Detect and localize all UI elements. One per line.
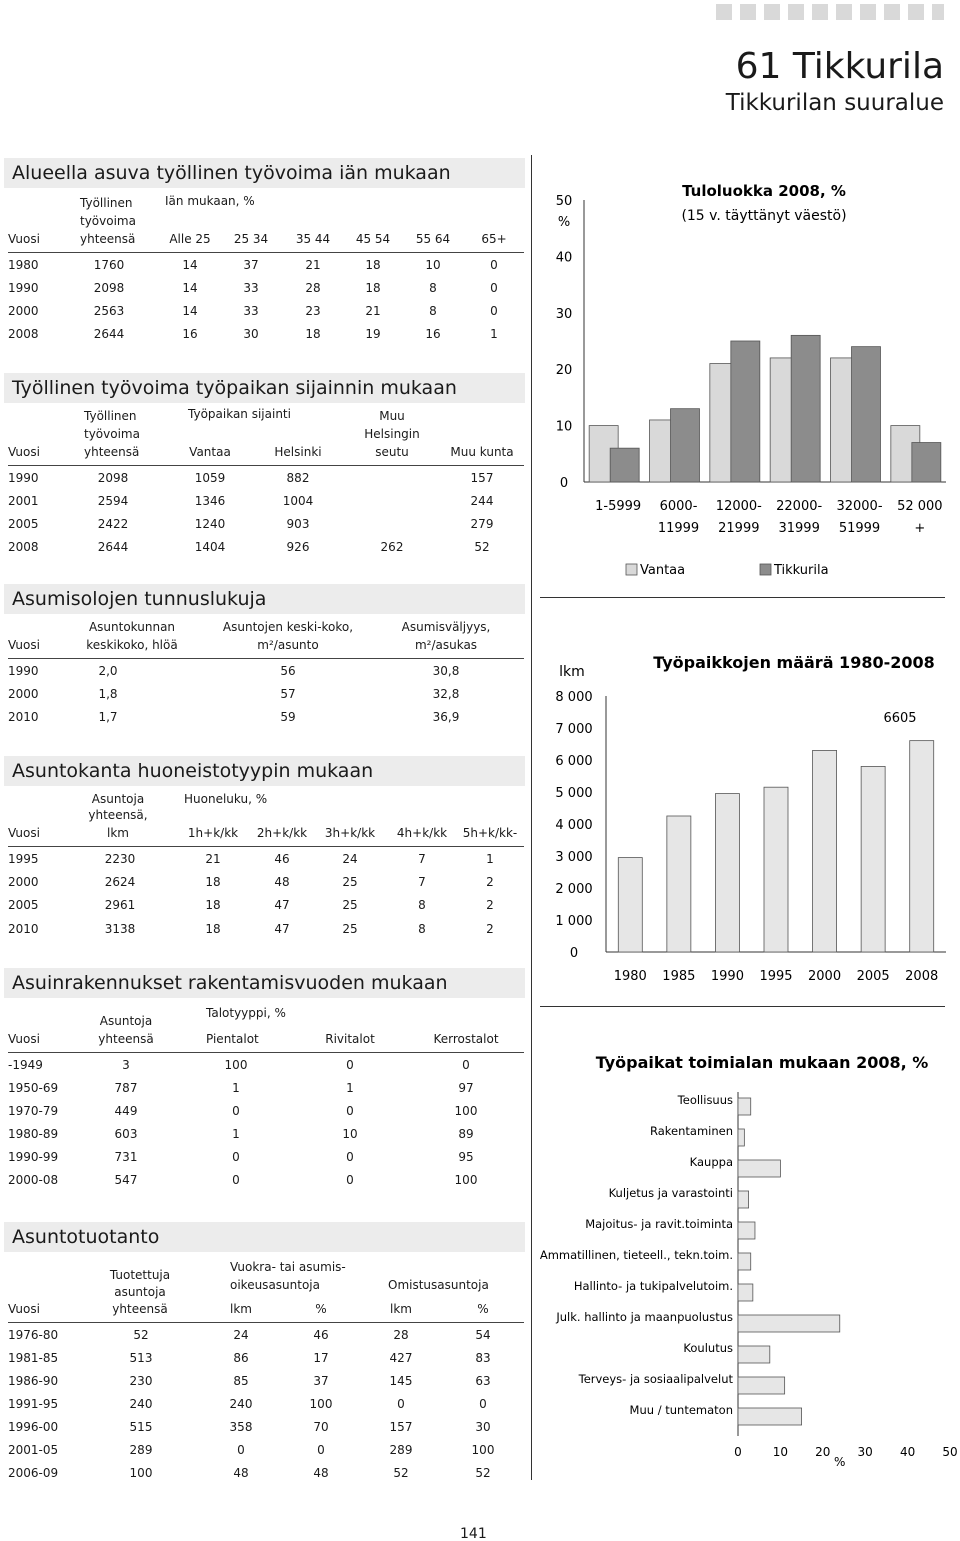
chart-income-class	[538, 170, 954, 590]
y-tick-label: Kuljetus ja varastointi	[608, 1186, 733, 1200]
y-tick-label: 0	[569, 946, 579, 961]
bar	[738, 1160, 780, 1177]
y-tick-label: 8 000	[555, 690, 593, 705]
y-tick-label: 40	[555, 250, 573, 266]
chart-jobs-by-industry	[538, 1040, 958, 1480]
section-header-workplace-location	[4, 373, 525, 403]
y-tick-label: 5 000	[555, 786, 593, 801]
bar-tikkurila	[912, 443, 941, 482]
col-header-rent: oikeusasuntoja	[230, 1278, 320, 1292]
bar	[738, 1377, 785, 1394]
legend-label: Vantaa	[640, 563, 686, 578]
x-tick-label: 51999	[838, 521, 881, 536]
col-header-lkm: lkm	[390, 1302, 412, 1316]
bar	[667, 816, 691, 952]
chart-subtitle: (15 v. täyttänyt väestö)	[681, 208, 847, 224]
col-header: Pientalot	[206, 1032, 259, 1046]
col-header-total-l3: yhteensä	[84, 445, 140, 459]
x-axis-label: %	[834, 1455, 846, 1469]
col-header-muu-l2: Helsingin	[364, 427, 420, 441]
section-title: Asuinrakennukset rakentamisvuoden mukaan	[12, 972, 448, 994]
divider	[540, 1006, 945, 1007]
y-axis-label: %	[557, 215, 571, 230]
col-header-vuosi: Vuosi	[8, 1302, 40, 1316]
bar-tikkurila	[671, 409, 700, 482]
col-header-total: yhteensä	[112, 1302, 168, 1316]
page-subtitle: Tikkurilan suuralue	[725, 90, 944, 116]
legend-swatch	[626, 564, 637, 575]
col-header-total: lkm	[107, 826, 129, 840]
col-header-c: m²/asukas	[414, 638, 478, 652]
section-header-housing-indicators	[4, 584, 525, 614]
col-header: Alle 25	[169, 232, 211, 246]
bar	[715, 794, 739, 952]
x-tick-label: 0	[734, 1445, 742, 1459]
bar	[738, 1253, 751, 1270]
bar	[738, 1191, 749, 1208]
bar	[738, 1346, 770, 1363]
table-row: 1990 2098 14 33 28 18 8 0	[8, 281, 498, 295]
bar-tikkurila	[791, 335, 820, 482]
col-header: 5h+k/kk-	[462, 826, 518, 840]
col-header-vuosi: Vuosi	[8, 638, 40, 652]
x-tick-label: 50	[942, 1445, 958, 1459]
chart-jobs-count	[538, 640, 954, 1000]
y-tick-label: 3 000	[555, 850, 593, 865]
col-header-total: asuntoja	[114, 1285, 166, 1299]
x-tick-label: 1985	[662, 969, 696, 984]
bar-tikkurila	[852, 347, 881, 482]
x-tick-label: 31999	[778, 521, 820, 536]
col-header: 25 34	[233, 232, 269, 246]
col-group-header: Huoneluku, %	[184, 792, 268, 806]
x-tick-label: 2008	[905, 969, 939, 984]
y-tick-label: Teollisuus	[677, 1093, 733, 1107]
x-tick-label: 12000-	[715, 499, 762, 514]
legend-swatch	[760, 564, 771, 575]
col-header-total-l2: työvoima	[84, 427, 140, 441]
col-header-vuosi: Vuosi	[8, 445, 40, 459]
table-row: 1980 1760 14 37 21 18 10 0	[8, 258, 498, 272]
y-tick-label: 6 000	[555, 754, 593, 769]
bar	[738, 1408, 802, 1425]
bar	[813, 750, 837, 952]
x-tick-label: 22000-	[776, 499, 823, 514]
col-header: 1h+k/kk	[187, 826, 239, 840]
x-tick-label: 21999	[718, 521, 760, 536]
col-header-muu-l1: Muu	[379, 409, 405, 423]
col-header-muu-kunta: Muu kunta	[450, 445, 514, 459]
col-header-helsinki: Helsinki	[274, 445, 322, 459]
col-header-vuosi: Vuosi	[8, 232, 40, 246]
y-tick-label: Ammatillinen, tieteell., tekn.toim.	[539, 1248, 733, 1262]
col-header-vuosi: Vuosi	[8, 826, 40, 840]
col-header: 35 44	[295, 232, 331, 246]
col-header-own: Omistusasuntoja	[388, 1278, 489, 1292]
section-title: Asumisolojen tunnuslukuja	[12, 588, 267, 610]
col-header-a: Asuntokunnan	[88, 620, 176, 634]
column-divider	[531, 155, 532, 1480]
x-tick-label: 32000-	[836, 499, 883, 514]
col-header-total: Tuotettuja	[109, 1268, 171, 1282]
bar	[738, 1098, 751, 1115]
y-axis-label: lkm	[559, 664, 585, 680]
table-housing-production: Vuosi Tuotettuja asuntoja yhteensä Vuokra- tai asumis- oikeusasuntoja Omistusasuntoja lkm % lkm % 1976-80 52 24 46 28 54 1981-85 513 86 17 427 83 1986-90 230 85 37 145 63 1991-95 240 240 100 0 0 1996-00 515 358 70 157 30 2001-05 289 0 0 289 100 2006-09 100 48 48 52 52	[8, 1254, 524, 1484]
bar-tikkurila	[610, 448, 639, 482]
col-header-rent: Vuokra- tai asumis-	[230, 1260, 346, 1274]
col-header-total-l1: Työllinen	[84, 409, 137, 423]
legend-label: Tikkurila	[774, 563, 829, 578]
col-group-header: Työpaikan sijainti	[188, 407, 291, 421]
data-label: 6605	[883, 711, 917, 726]
col-header: 65+	[481, 232, 507, 246]
col-header-total-l3: yhteensä	[80, 232, 136, 246]
table-housing-indicators: Vuosi Asuntokunnan keskikoko, hlöä Asuntojen keski-koko, m²/asunto Asumisväljyys, m²/asukas 1990 2,0 56 30,8 2000 1,8 57 32,8 2010 1,7 59 36,9	[8, 616, 524, 736]
y-tick-label: 2 000	[555, 882, 593, 897]
x-tick-label: 30	[857, 1445, 873, 1459]
x-tick-label: +	[914, 521, 926, 536]
y-tick-label: 1 000	[555, 914, 593, 929]
x-tick-label: 1995	[759, 969, 793, 984]
y-tick-label: 7 000	[555, 722, 593, 737]
chart-title: Työpaikat toimialan mukaan 2008, %	[595, 1053, 929, 1072]
y-tick-label: Rakentaminen	[649, 1124, 733, 1138]
col-header: 2h+k/kk	[256, 826, 308, 840]
col-header: 3h+k/kk	[324, 826, 376, 840]
chart-title: Tuloluokka 2008, %	[682, 182, 846, 200]
section-title: Asuntokanta huoneistotyypin mukaan	[12, 760, 374, 782]
bar	[910, 741, 934, 952]
x-tick-label: 10	[772, 1445, 789, 1459]
col-header-total: yhteensä,	[88, 808, 148, 822]
col-header-muu-l3: seutu	[375, 445, 409, 459]
table-row: 2008 2644 16 30 18 19 16 1	[8, 327, 498, 341]
col-header-vuosi: Vuosi	[8, 1032, 40, 1046]
divider	[540, 597, 945, 598]
y-tick-label: Hallinto- ja tukipalvelutoim.	[573, 1279, 733, 1293]
bar	[861, 766, 885, 952]
x-tick-label: 40	[899, 1445, 916, 1459]
table-workplace-location: Vuosi Työllinen työvoima yhteensä Työpaikan sijainti Vantaa Helsinki Muu Helsingin seutu Muu kunta 1990 2098 1059 882 157 2001 2594 1346 1004 244 2005 2422 1240 903 279 2008 2644 1404 926 262 52	[8, 405, 524, 555]
section-header-housing-production	[4, 1222, 525, 1252]
col-header-pct: %	[477, 1302, 489, 1316]
col-header-pct: %	[315, 1302, 327, 1316]
table-row: 2000 2563 14 33 23 21 8 0	[8, 304, 498, 318]
y-tick-label: 4 000	[555, 818, 593, 833]
x-tick-label: 1990	[710, 969, 744, 984]
x-tick-label: 1-5999	[595, 499, 642, 514]
bar	[738, 1129, 744, 1146]
section-header-buildings-year	[4, 968, 525, 998]
y-tick-label: 10	[555, 419, 573, 435]
x-tick-label: 52 000	[897, 499, 943, 514]
bar	[618, 858, 642, 952]
section-header-housing-stock	[4, 756, 525, 786]
y-tick-label: Koulutus	[683, 1341, 733, 1355]
chart-title: Työpaikkojen määrä 1980-2008	[653, 653, 935, 672]
col-header: Rivitalot	[325, 1032, 375, 1046]
x-tick-label: 6000-	[659, 499, 698, 514]
bar-tikkurila	[731, 341, 760, 482]
col-header: 45 54	[355, 232, 391, 246]
col-header-a: keskikoko, hlöä	[86, 638, 178, 652]
col-header-total: Asuntoja	[91, 792, 145, 806]
section-header-workforce-age	[4, 158, 525, 188]
col-header-b: Asuntojen keski-koko,	[222, 620, 354, 634]
col-header: 55 64	[415, 232, 451, 246]
col-header-vantaa: Vantaa	[189, 445, 231, 459]
y-tick-label: 30	[555, 306, 573, 322]
y-tick-label: 20	[555, 363, 573, 379]
y-tick-label: Muu / tuntematon	[629, 1403, 733, 1417]
col-header-total: Asuntoja	[99, 1014, 153, 1028]
section-title: Työllinen työvoima työpaikan sijainnin mukaan	[12, 377, 457, 399]
col-group-header: Iän mukaan, %	[165, 194, 255, 208]
x-tick-label: 2000	[808, 969, 842, 984]
col-group-header: Talotyyppi, %	[206, 1006, 286, 1020]
bar	[738, 1222, 755, 1239]
col-header-b: m²/asunto	[257, 638, 319, 652]
section-title: Alueella asuva työllinen työvoima iän mukaan	[12, 162, 451, 184]
col-header-c: Asumisväljyys,	[401, 620, 491, 634]
table-buildings-year: Vuosi Asuntoja yhteensä Talotyyppi, % Pientalot Rivitalot Kerrostalot -1949 3 100 0 0 1950-69 787 1 1 97 1970-79 449 0 0 100 1980-89 603 1 10 89 1990-99 731 0 0 95 2000-08 547 0 0 100	[8, 1000, 524, 1200]
x-tick-label: 2005	[856, 969, 890, 984]
col-header: Kerrostalot	[433, 1032, 499, 1046]
table-housing-stock: Vuosi Asuntoja yhteensä, lkm Huoneluku, % 1h+k/kk 2h+k/kk 3h+k/kk 4h+k/kk 5h+k/kk- 1995 2230 21 46 24 7 1 2000 2624 18 48 25 7 2 2005 2961 18 47 25 8 2 2010 3138 18 47 25 8 2	[8, 788, 524, 948]
y-tick-label: Julk. hallinto ja maanpuolustus	[556, 1310, 733, 1324]
bar	[738, 1284, 753, 1301]
col-header-total-l1: Työllinen	[80, 196, 133, 210]
page-title: 61 Tikkurila	[735, 46, 944, 87]
x-tick-label: 1980	[613, 969, 647, 984]
page-number: 141	[460, 1526, 487, 1541]
section-title: Asuntotuotanto	[12, 1226, 160, 1248]
y-tick-label: 50	[555, 194, 573, 209]
bar	[738, 1315, 840, 1332]
bar	[764, 787, 788, 952]
table-workforce-age	[8, 190, 524, 350]
y-tick-label: 0	[559, 476, 569, 491]
x-tick-label: 20	[815, 1445, 831, 1459]
x-tick-label: 11999	[657, 521, 700, 536]
y-tick-label: Terveys- ja sosiaalipalvelut	[578, 1372, 733, 1386]
col-header-total: yhteensä	[98, 1032, 154, 1046]
y-tick-label: Kauppa	[689, 1155, 733, 1169]
y-tick-label: Majoitus- ja ravit.toiminta	[585, 1217, 733, 1231]
col-header-lkm: lkm	[230, 1302, 252, 1316]
col-header-total-l2: työvoima	[80, 214, 136, 228]
col-header: 4h+k/kk	[396, 826, 448, 840]
